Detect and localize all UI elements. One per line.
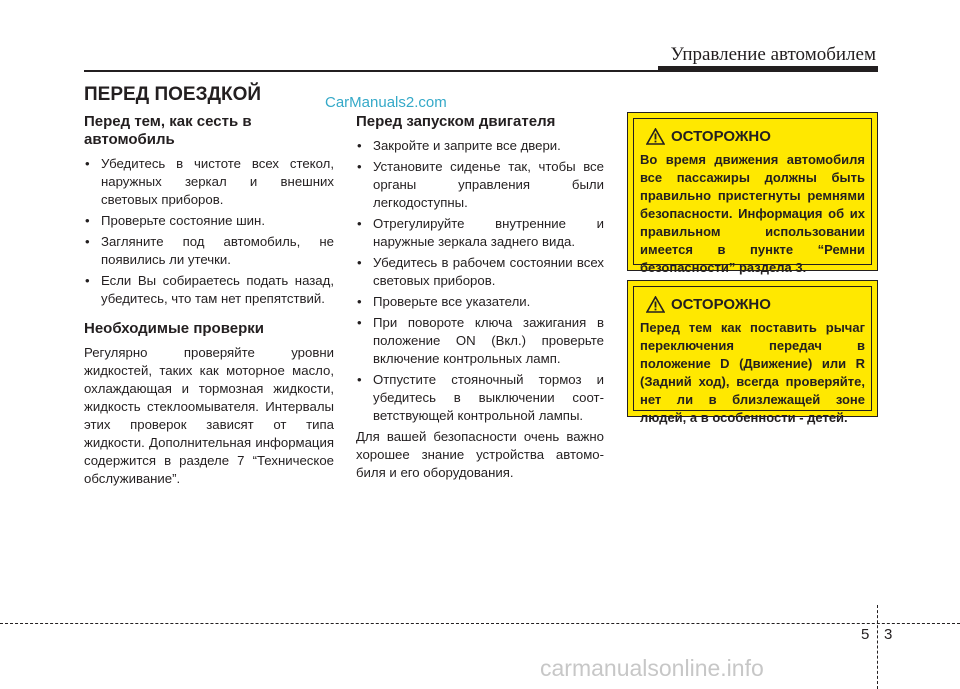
list-item: • Если Вы собираетесь подать назад, убедитесь, что там нет препятствий. xyxy=(84,272,334,308)
list-item: • Закройте и заприте все двери. xyxy=(356,137,604,155)
list-item: • Проверьте состояние шин. xyxy=(84,212,334,230)
list-item: • Отрегулируйте внутренние и наружные зеркала заднего вида. xyxy=(356,215,604,251)
list-item: • При повороте ключа зажигания в положение ON (Вкл.) проверьте включение контрольных ламп. xyxy=(356,314,604,368)
checklist-before-start xyxy=(356,137,604,425)
warning-triangle-icon xyxy=(646,128,665,145)
footer-watermark: carmanualsonline.info xyxy=(540,655,764,681)
list-item: • Проверьте все указатели. xyxy=(356,293,604,311)
warning-text: Перед тем как поставить рычаг переключения передач в положение D (Движение) или R (Задний ход), всегда проверяйте, нет ли в близлежащей зоне людей, а в особенности - детей. xyxy=(640,320,865,425)
warning-title: ОСТОРОЖНО xyxy=(671,127,771,145)
watermark-link[interactable]: CarManuals2.com xyxy=(325,94,447,111)
safety-paragraph: Для вашей безопасности очень важно хорошее знание устройства автомо-биля и его оборудования. xyxy=(356,429,604,480)
warning-triangle-icon xyxy=(646,296,665,313)
list-item: • Отпустите стояночный тормоз и убедитесь в выключении соот-ветствующей контрольной лампы. xyxy=(356,371,604,425)
header-rule xyxy=(84,70,878,72)
checklist-before-entering xyxy=(84,155,334,308)
column-left xyxy=(84,113,334,488)
list-item: • Убедитесь в рабочем состоянии всех световых приборов. xyxy=(356,254,604,290)
list-item: • Убедитесь в чистоте всех стекол, наружных зеркал и внешних световых приборов. xyxy=(84,155,334,209)
list-item: • Загляните под автомобиль, не появились ли утечки. xyxy=(84,233,334,269)
chapter-title: Управление автомобилем xyxy=(670,44,876,65)
crop-mark-vertical xyxy=(877,605,878,689)
crop-mark-horizontal xyxy=(0,623,960,624)
warning-title: ОСТОРОЖНО xyxy=(671,295,771,313)
list-item: • Установите сиденье так, чтобы все органы управления были легкодоступны. xyxy=(356,158,604,212)
warning-box-gear-shift xyxy=(627,280,878,425)
warning-text: Во время движения автомобиля все пассажиры должны быть правильно пристегнуты ремнями безопасности. Информация об их правильном использовании имеется в пункте “Ремни безопасности” раздела 3. xyxy=(640,152,865,275)
page-number: 3 xyxy=(884,626,893,643)
chapter-number: 5 xyxy=(861,626,870,643)
section-title: ПЕРЕД ПОЕЗДКОЙ xyxy=(84,84,262,105)
subheading-before-start: Перед запуском двигателя xyxy=(356,113,556,130)
subheading-before-entering: Перед тем, как сесть в автомобиль xyxy=(84,113,252,148)
warning-box-seatbelts xyxy=(627,112,878,275)
checks-paragraph: Регулярно проверяйте уровни жидкостей, таких как моторное масло, охлаждающая и тормозная жидкости, жидкость стеклоомывателя. Интервалы этих проверок зависят от типа жидкости. Дополнительная информация содержится в разделе 7 “Техническое обслуживание”. xyxy=(84,345,334,486)
column-middle xyxy=(356,113,604,482)
subheading-necessary-checks: Необходимые проверки xyxy=(84,320,264,337)
